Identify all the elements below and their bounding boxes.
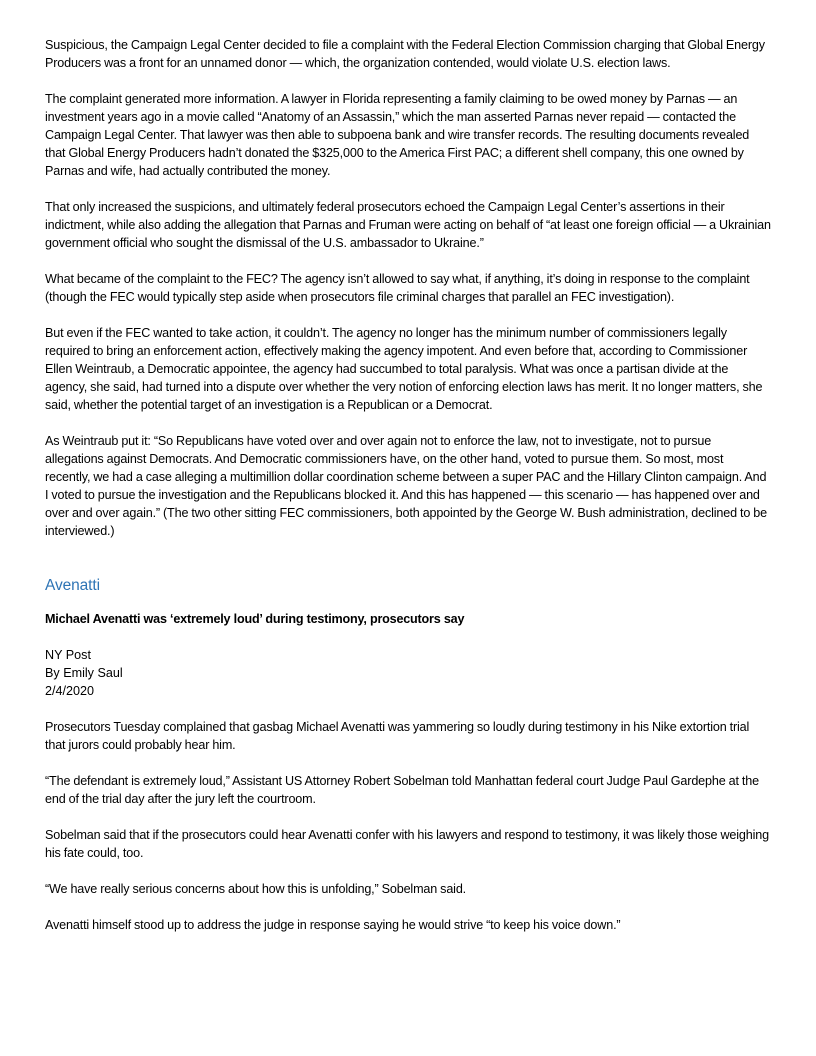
paragraph-weintraub-quote: As Weintraub put it: “So Republicans have voted over and over again not to enforce the law, not to investigate, not to pursue allegations against Democrats. And Democratic commissioners have, on the other hand, voted to pursue them. So most, most recently, we had a case alleging a multimillion dollar coordination scheme between a super PAC and the Hillary Clinton campaign. And I voted to pursue the investigation and the Republicans blocked it. And this has happened — this scenario — has happened over and over and over again.” (The two other sitting FEC commissioners, both appointed by the George W. Bush administration, declined to be interviewed.)	[45, 434, 767, 538]
section-heading-avenatti: Avenatti	[45, 577, 100, 594]
article-meta	[45, 646, 771, 700]
paragraph-fec-complaint: What became of the complaint to the FEC? The agency isn’t allowed to say what, if anything, it’s doing in response to the complaint (though the FEC would typically step aside when prosecutors file criminal charges that parallel an FEC investigation).	[45, 272, 750, 304]
paragraph-complaint-filed: Suspicious, the Campaign Legal Center decided to file a complaint with the Federal Election Commission charging that Global Energy Producers was a front for an unnamed donor — which, the organization contended, would violate U.S. election laws.	[45, 38, 765, 70]
article-source: NY Post	[45, 648, 91, 662]
article-paragraph: “We have really serious concerns about how this is unfolding,” Sobelman said.	[45, 882, 467, 896]
paragraph-suspicions-increased: That only increased the suspicions, and ultimately federal prosecutors echoed the Campaign Legal Center’s assertions in their indictment, while also adding the allegation that Parnas and Fruman were acting on behalf of “at least one foreign official — a Ukrainian government official who sought the dismissal of the U.S. ambassador to Ukraine.”	[45, 200, 771, 250]
article-paragraph: “The defendant is extremely loud,” Assistant US Attorney Robert Sobelman told Manhattan federal court Judge Paul Gardephe at the end of the trial day after the jury left the courtroom.	[45, 774, 759, 806]
paragraph-complaint-generated-info: The complaint generated more information. A lawyer in Florida representing a family claiming to be owed money by Parnas — an investment years ago in a movie called “Anatomy of an Assassin,” which the man asserted Parnas never repaid — contacted the Campaign Legal Center. That lawyer was then able to subpoena bank and wire transfer records. The resulting documents revealed that Global Energy Producers hadn’t donated the $325,000 to the America First PAC; a different shell company, this one owned by Parnas and wife, had actually contributed the money.	[45, 92, 750, 178]
article-paragraph: Avenatti himself stood up to address the judge in response saying he would strive “to keep his voice down.”	[45, 918, 621, 932]
document-page	[45, 36, 771, 952]
paragraph-fec-paralysis: But even if the FEC wanted to take action, it couldn’t. The agency no longer has the minimum number of commissioners legally required to bring an enforcement action, effectively making the agency impotent. And even before that, according to Commissioner Ellen Weintraub, a Democratic appointee, the agency had succumbed to total paralysis. What was once a partisan divide at the agency, she said, had turned into a dispute over whether the very notion of enforcing election laws has merit. It no longer matters, she said, whether the potential target of an investigation is a Republican or a Democrat.	[45, 326, 763, 412]
article-byline: By Emily Saul	[45, 666, 123, 680]
article-paragraph: Sobelman said that if the prosecutors could hear Avenatti confer with his lawyers and respond to testimony, it was likely those weighing his fate could, too.	[45, 828, 769, 860]
article-paragraph: Prosecutors Tuesday complained that gasbag Michael Avenatti was yammering so loudly during testimony in his Nike extortion trial that jurors could probably hear him.	[45, 720, 750, 752]
article-date: 2/4/2020	[45, 684, 95, 698]
article-title: Michael Avenatti was ‘extremely loud’ during testimony, prosecutors say	[45, 612, 465, 626]
